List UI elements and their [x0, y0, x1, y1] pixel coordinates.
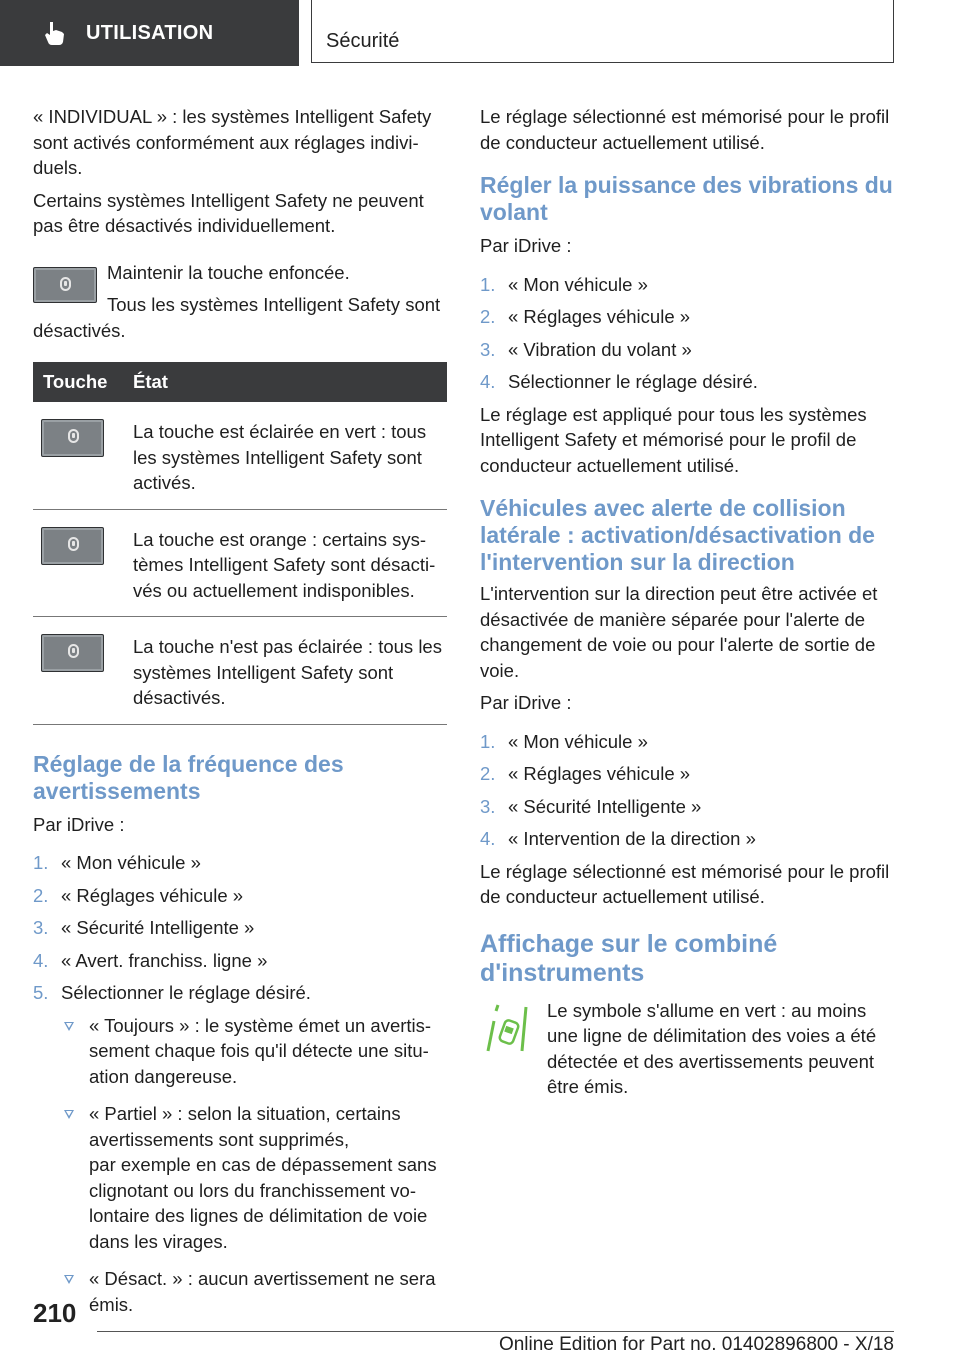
list-item: 1. « Mon véhicule » — [33, 852, 201, 873]
idrive-label: Par iDrive : — [480, 235, 572, 256]
table-header-etat: État — [133, 362, 447, 402]
list-item: 2. « Réglages véhicule » — [480, 763, 691, 784]
paragraph: Le réglage est appliqué pour tous les systèmes Intelligent Safety et mémorisé pour le profil de conducteur actuellement utilisé. — [480, 403, 867, 476]
header-section-tab — [0, 0, 299, 66]
steps-list — [33, 850, 447, 1006]
page-number: 210 — [33, 1298, 77, 1328]
paragraph: « INDIVIDUAL » : les systèmes Intelligent Safety sont activés conformément aux réglages individuels. — [33, 106, 432, 178]
table-row — [33, 509, 447, 617]
triangle-bullet-icon — [64, 1022, 74, 1031]
section-heading: Réglage de la fréquence des avertissements — [33, 750, 344, 804]
section-heading: Régler la puissance des vibrations du volant — [480, 172, 893, 225]
instruction-text: Maintenir la touche enfoncée. — [107, 261, 350, 283]
list-item: 4. « Intervention de la direction » — [480, 828, 756, 849]
list-item: 4. Sélectionner le réglage désiré. — [480, 371, 758, 392]
section-heading: Véhicules avec alerte de collision latérale : activation/désactivation de l'intervention sur la direction — [480, 495, 875, 575]
chapter-title: Sécurité — [326, 30, 400, 52]
steps-list — [480, 272, 896, 395]
option-item: « Toujours » : le système émet un avertissement chaque fois qu'il détecte une situation dangereuse. — [61, 1013, 447, 1090]
list-item: 2. « Réglages véhicule » — [480, 306, 691, 327]
lane-symbol-block — [480, 998, 896, 1100]
list-item: 4. « Avert. franchiss. ligne » — [33, 949, 268, 971]
maintain-key-instruction — [33, 260, 447, 286]
key-green-icon — [41, 419, 104, 457]
triangle-bullet-icon — [64, 1110, 74, 1119]
list-item: 5. Sélectionner le réglage désiré. — [33, 982, 311, 1003]
option-item: « Désact. » : aucun avertissement ne sera émis. — [61, 1266, 447, 1317]
list-item: 3. « Sécurité Intelligente » — [33, 917, 255, 938]
intelligent-safety-key-icon — [33, 267, 97, 303]
table-row — [33, 617, 447, 725]
paragraph: Certains systèmes Intelligent Safety ne peuvent pas être désactivés individuellement. — [33, 189, 424, 236]
list-item: 1. « Mon véhicule » — [480, 273, 648, 295]
paragraph: Le réglage sélectionné est mémorisé pour le profil de conducteur actuellement utilisé. — [480, 860, 890, 907]
options-list — [33, 1013, 447, 1318]
table-cell: La touche est éclairée en vert : tous les systèmes Intelligent Safety sont activés. — [133, 402, 447, 509]
left-column — [33, 104, 447, 1324]
list-item: 1. « Mon véhicule » — [480, 730, 648, 752]
paragraph: Le réglage sélectionné est mémorisé pour le profil de conducteur actuellement utilisé. — [480, 106, 890, 153]
hand-pointer-icon — [42, 20, 68, 46]
header-chapter-tab — [311, 0, 894, 63]
idrive-label: Par iDrive : — [480, 692, 572, 713]
table-row — [33, 402, 447, 509]
option-item: « Partiel » : selon la situation, certains avertissements sont supprimés, par exemple en cas de dépassement sans clignotant ou lors du franchissement volontaire des lignes de délimitation de voie dans les virages. — [61, 1101, 447, 1254]
right-column — [480, 104, 896, 1100]
symbol-description: Le symbole s'allume en vert : au moins une ligne de délimitation des voies a été détectée et des avertissements peuvent être émis. — [547, 999, 877, 1097]
triangle-bullet-icon — [64, 1275, 74, 1284]
footer-edition: Online Edition for Part no. 01402896800 - X/18 — [498, 1334, 894, 1355]
paragraph: L'intervention sur la direction peut être activée et désactivée de manière séparée pour l'alerte de changement de voie ou pour l'alerte de sortie de voie. — [480, 583, 878, 681]
footer-divider — [97, 1331, 894, 1332]
lane-departure-icon — [484, 1003, 528, 1053]
list-item: 3. « Vibration du volant » — [480, 338, 692, 360]
list-item: 3. « Sécurité Intelligente » — [480, 795, 702, 817]
steps-list — [480, 729, 896, 852]
list-item: 2. « Réglages véhicule » — [33, 884, 244, 906]
key-state-table — [33, 362, 447, 725]
table-header-touche: Touche — [33, 362, 133, 402]
table-cell: La touche est orange : certains systèmes Intelligent Safety sont désactivés ou actuellement indisponibles. — [133, 509, 447, 617]
key-orange-icon — [41, 527, 104, 565]
instruction-result: Tous les systèmes Intelligent Safety sont désactivés. — [33, 294, 441, 341]
table-cell: La touche n'est pas éclairée : tous les systèmes Intelligent Safety sont désactivés. — [133, 617, 447, 725]
key-off-icon — [41, 634, 104, 672]
section-heading: Affichage sur le combiné d'instruments — [480, 929, 778, 987]
idrive-label: Par iDrive : — [33, 813, 125, 835]
section-title: UTILISATION — [86, 21, 214, 44]
